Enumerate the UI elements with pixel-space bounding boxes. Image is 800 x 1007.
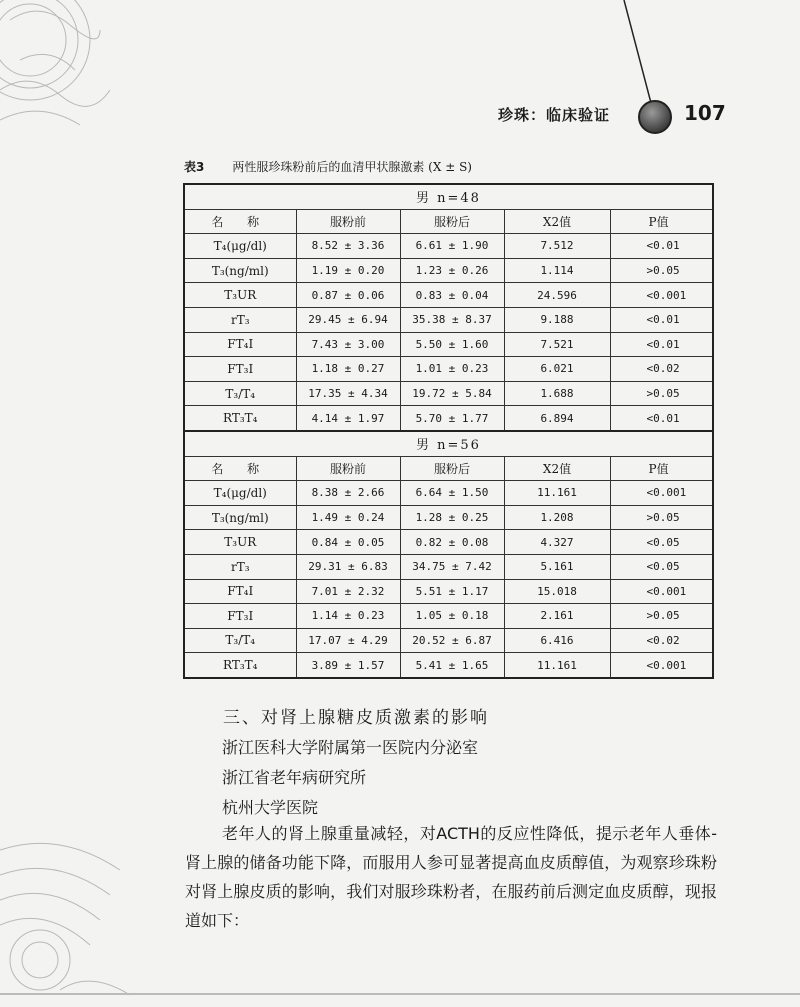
before-value: 8.38 ± 2.66 [296,481,400,506]
p-value: <0.05 [610,530,713,555]
group-heading: 男 n=56 [184,431,713,456]
p-value: <0.01 [610,332,713,357]
section-title: 三、对肾上腺糖皮质激素的影响 [223,708,489,728]
p-value: <0.001 [610,481,713,506]
after-value: 1.01 ± 0.23 [400,357,504,382]
table-row [184,628,713,653]
table-row [184,579,713,604]
before-value: 29.31 ± 6.83 [296,554,400,579]
after-value: 0.83 ± 0.04 [400,283,504,308]
affiliation: 浙江医科大学附属第一医院内分泌室 [222,738,479,757]
table-row [184,307,713,332]
after-value: 0.82 ± 0.08 [400,530,504,555]
before-value: 1.18 ± 0.27 [296,357,400,382]
x2-value: 1.208 [504,505,610,530]
after-value: 5.70 ± 1.77 [400,406,504,431]
table-row [184,604,713,629]
row-name: T₃UR [184,283,296,308]
column-header: P值 [610,456,713,481]
group-heading-row [184,431,713,456]
before-value: 3.89 ± 1.57 [296,653,400,678]
x2-value: 1.688 [504,381,610,406]
p-value: <0.02 [610,357,713,382]
pearl-icon [638,100,672,134]
table-row [184,357,713,382]
table-row [184,234,713,259]
p-value: <0.01 [610,307,713,332]
after-value: 34.75 ± 7.42 [400,554,504,579]
x2-value: 11.161 [504,481,610,506]
x2-value: 1.114 [504,258,610,283]
thyroid-hormone-table [183,183,714,679]
row-name: T₄(μg/dl) [184,234,296,259]
running-header-title: 珍珠：临床验证 [498,106,611,124]
after-value: 5.50 ± 1.60 [400,332,504,357]
after-value: 1.05 ± 0.18 [400,604,504,629]
before-value: 4.14 ± 1.97 [296,406,400,431]
affiliation: 杭州大学医院 [222,798,319,817]
pointer-line [0,0,800,140]
column-header: 服粉前 [296,209,400,234]
row-name: rT₃ [184,554,296,579]
group-heading-row [184,184,713,209]
before-value: 7.43 ± 3.00 [296,332,400,357]
p-value: <0.001 [610,283,713,308]
before-value: 0.84 ± 0.05 [296,530,400,555]
column-header: 服粉后 [400,209,504,234]
table-row [184,653,713,678]
p-value: <0.01 [610,406,713,431]
after-value: 5.41 ± 1.65 [400,653,504,678]
x2-value: 7.512 [504,234,610,259]
before-value: 1.49 ± 0.24 [296,505,400,530]
column-header: 名 称 [184,456,296,481]
x2-value: 7.521 [504,332,610,357]
table-row [184,406,713,431]
column-header-row [184,209,713,234]
after-value: 19.72 ± 5.84 [400,381,504,406]
table-row [184,530,713,555]
p-value: <0.01 [610,234,713,259]
p-value: >0.05 [610,381,713,406]
after-value: 35.38 ± 8.37 [400,307,504,332]
p-value: <0.001 [610,653,713,678]
after-value: 6.64 ± 1.50 [400,481,504,506]
table-row [184,283,713,308]
x2-value: 6.021 [504,357,610,382]
page-bottom-edge [0,993,800,995]
x2-value: 15.018 [504,579,610,604]
after-value: 1.23 ± 0.26 [400,258,504,283]
x2-value: 5.161 [504,554,610,579]
table-row [184,481,713,506]
p-value: >0.05 [610,505,713,530]
x2-value: 6.416 [504,628,610,653]
page-number: 107 [684,101,726,125]
row-name: FT₄I [184,332,296,357]
x2-value: 4.327 [504,530,610,555]
row-name: RT₃T₄ [184,406,296,431]
table-row [184,505,713,530]
row-name: T₃(ng/ml) [184,505,296,530]
before-value: 8.52 ± 3.36 [296,234,400,259]
row-name: rT₃ [184,307,296,332]
p-value: <0.02 [610,628,713,653]
after-value: 6.61 ± 1.90 [400,234,504,259]
table-row [184,554,713,579]
x2-value: 9.188 [504,307,610,332]
group-heading: 男 n=48 [184,184,713,209]
before-value: 1.14 ± 0.23 [296,604,400,629]
p-value: >0.05 [610,258,713,283]
before-value: 0.87 ± 0.06 [296,283,400,308]
before-value: 29.45 ± 6.94 [296,307,400,332]
column-header: X2值 [504,209,610,234]
p-value: <0.05 [610,554,713,579]
body-paragraph: 老年人的肾上腺重量减轻，对ACTH的反应性降低，提示老年人垂体-肾上腺的储备功能下降，而服用人参可显著提高血皮质醇值，为观察珍珠粉对肾上腺皮质的影响，我们对服珍珠粉者，在服药前后测定血皮质醇，现报道如下： [185,824,717,930]
row-name: FT₄I [184,579,296,604]
table-title: 两性服珍珠粉前后的血清甲状腺激素 (X ± S) [232,160,472,174]
row-name: T₃/T₄ [184,628,296,653]
x2-value: 24.596 [504,283,610,308]
column-header: 服粉前 [296,456,400,481]
column-header: 名 称 [184,209,296,234]
after-value: 1.28 ± 0.25 [400,505,504,530]
row-name: RT₃T₄ [184,653,296,678]
before-value: 17.35 ± 4.34 [296,381,400,406]
before-value: 7.01 ± 2.32 [296,579,400,604]
decorative-pattern-bottom-left [0,830,140,1000]
column-header: X2值 [504,456,610,481]
row-name: T₃(ng/ml) [184,258,296,283]
before-value: 17.07 ± 4.29 [296,628,400,653]
x2-value: 6.894 [504,406,610,431]
p-value: <0.001 [610,579,713,604]
row-name: FT₃I [184,357,296,382]
table-row [184,332,713,357]
column-header: P值 [610,209,713,234]
after-value: 20.52 ± 6.87 [400,628,504,653]
row-name: FT₃I [184,604,296,629]
row-name: T₃UR [184,530,296,555]
table-caption [184,158,472,175]
after-value: 5.51 ± 1.17 [400,579,504,604]
column-header-row [184,456,713,481]
p-value: >0.05 [610,604,713,629]
before-value: 1.19 ± 0.20 [296,258,400,283]
row-name: T₃/T₄ [184,381,296,406]
table-row [184,381,713,406]
table-label: 表3 [184,160,205,174]
x2-value: 2.161 [504,604,610,629]
affiliation: 浙江省老年病研究所 [222,768,367,787]
x2-value: 11.161 [504,653,610,678]
row-name: T₄(μg/dl) [184,481,296,506]
column-header: 服粉后 [400,456,504,481]
table-row [184,258,713,283]
